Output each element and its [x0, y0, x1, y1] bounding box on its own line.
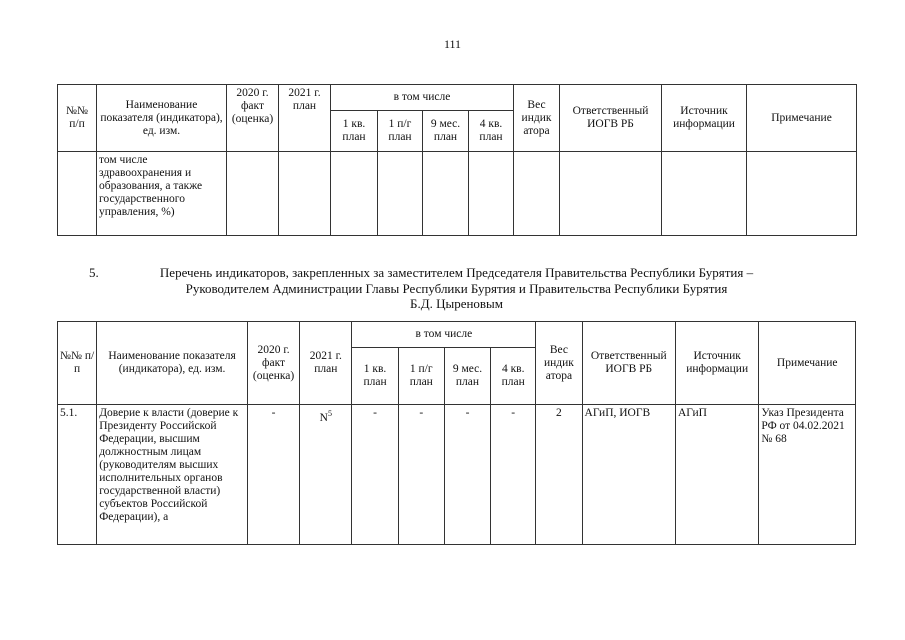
indicators-table: [57, 321, 856, 545]
row-2021-value: N: [319, 411, 328, 424]
header-source: Источник информации: [675, 322, 758, 405]
header-note: Примечание: [759, 322, 856, 405]
row-num: 5.1.: [58, 405, 97, 545]
header-num: №№ п/п: [58, 85, 97, 152]
row-name: Доверие к власти (доверие к Президенту Российской Федерации, высшим должностным лицам (руководителям высших исполнительных органов государственной власти) субъектов Российской Федерации), а: [97, 405, 248, 545]
header-weight: Вес индик атора: [514, 85, 560, 152]
header-source: Источник информации: [662, 85, 747, 152]
header-q4: 4 кв. план: [491, 348, 536, 405]
row-name-cell: том числе здравоохранения и образования, а также государственного управления, %): [97, 152, 227, 236]
page-number: 111: [443, 37, 462, 51]
header-9m: 9 мес. план: [423, 111, 469, 152]
row-note: Указ Президента РФ от 04.02.2021 № 68: [759, 405, 856, 545]
indicators-table-continued: [57, 84, 857, 236]
section-title-line2: Руководителем Администрации Главы Республики Бурятия и Правительства Республики Бурятия: [185, 280, 728, 296]
row-responsible: АГиП, ИОГВ: [582, 405, 675, 545]
row-2021-footnote: 5: [327, 409, 332, 418]
row-2021: [300, 405, 352, 545]
header-name: Наименование показателя (индикатора), ед. изм.: [97, 85, 227, 152]
header-name: Наименование показателя (индикатора), ед. изм.: [97, 322, 248, 405]
header-q4: 4 кв. план: [469, 111, 514, 152]
row-2020: -: [247, 405, 299, 545]
header-q1: 1 кв. план: [331, 111, 378, 152]
header-2020: 2020 г. факт (оценка): [247, 322, 299, 405]
row-h1: -: [398, 405, 444, 545]
row-source: АГиП: [675, 405, 758, 545]
header-h1: 1 п/г план: [398, 348, 444, 405]
row-num-cell: [58, 152, 97, 236]
section-title-line1: Перечень индикаторов, закрепленных за заместителем Председателя Правительства Республики Бурятия –: [159, 265, 754, 280]
row-weight: 2: [536, 405, 582, 545]
header-note: Примечание: [747, 85, 857, 152]
section-title-line3: Б.Д. Цыреновым: [409, 296, 504, 311]
section-heading: [57, 265, 856, 312]
row-q1: -: [352, 405, 398, 545]
header-including: в том числе: [352, 322, 536, 348]
section-number: 5.: [89, 265, 99, 280]
header-2020: 2020 г. факт (оценка): [227, 85, 279, 152]
header-9m: 9 мес. план: [444, 348, 490, 405]
header-h1: 1 п/г план: [378, 111, 423, 152]
header-responsible: Ответственный ИОГВ РБ: [582, 322, 675, 405]
header-2021: 2021 г. план: [300, 322, 352, 405]
header-including: в том числе: [331, 85, 514, 111]
header-responsible: Ответственный ИОГВ РБ: [560, 85, 662, 152]
header-num: №№ п/п: [58, 322, 97, 405]
header-2021: 2021 г. план: [279, 85, 331, 152]
header-q1: 1 кв. план: [352, 348, 398, 405]
header-weight: Вес индик атора: [536, 322, 582, 405]
row-q4: -: [491, 405, 536, 545]
row-9m: -: [444, 405, 490, 545]
